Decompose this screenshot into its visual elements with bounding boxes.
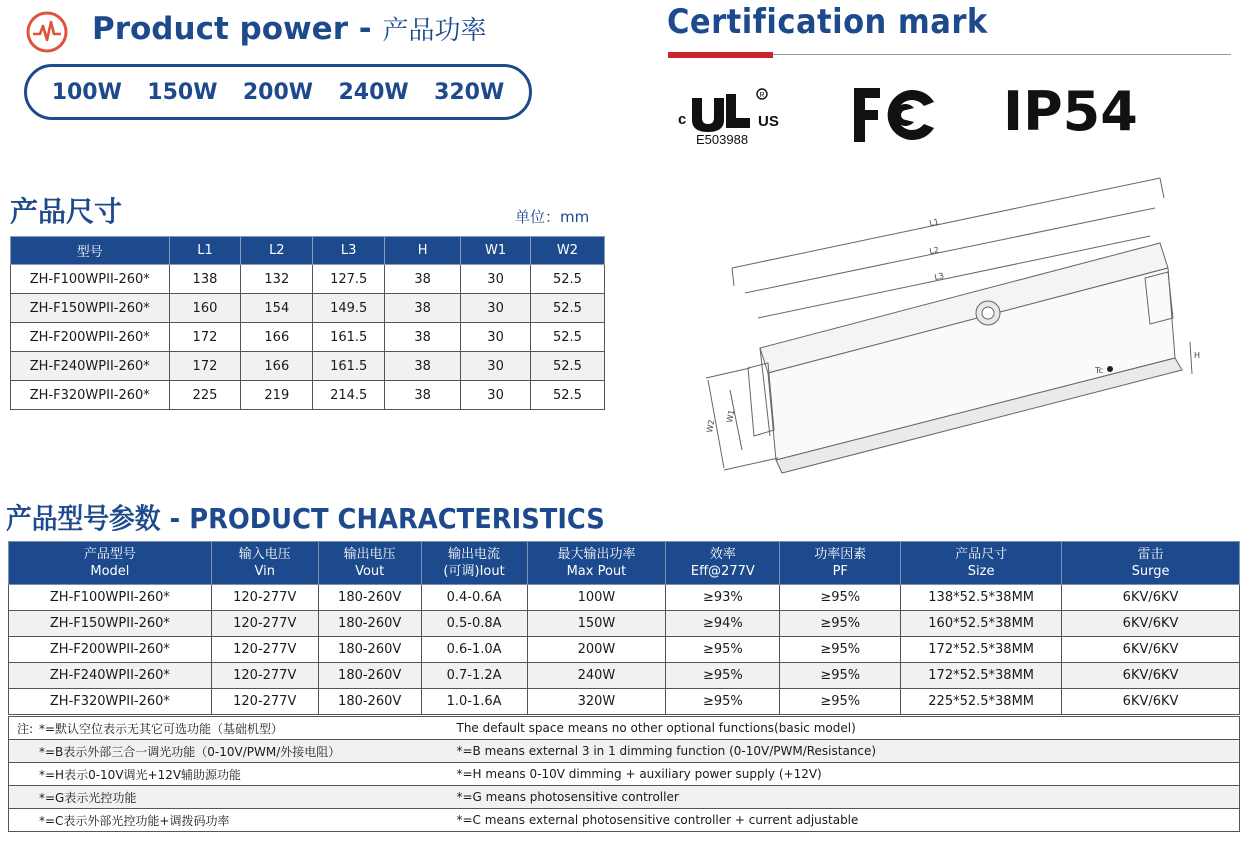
table-row (9, 663, 1240, 689)
table-row (11, 352, 605, 381)
table-cell: 132 (241, 265, 313, 294)
column-header: 型号 (11, 237, 170, 265)
note-zh (9, 809, 449, 832)
table-cell: 180-260V (318, 585, 421, 611)
table-cell: 166 (241, 323, 313, 352)
header-en: PF (832, 564, 848, 579)
notes-table (8, 716, 1240, 832)
table-cell: 30 (461, 381, 531, 410)
product-dimension-drawing (690, 168, 1210, 478)
column-header (318, 542, 421, 585)
note-zh-text: *=G表示光控功能 (39, 790, 137, 805)
note-row (9, 740, 1240, 763)
note-en: *=H means 0-10V dimming + auxiliary power supply (+12V) (449, 763, 1240, 786)
ul-file-number: E503988 (696, 132, 749, 147)
table-cell: 154 (241, 294, 313, 323)
table-row (11, 323, 605, 352)
power-option: 100W (51, 79, 122, 105)
drawing-label-l1: L1 (928, 217, 940, 228)
header-zh: 产品型号 (83, 547, 136, 562)
table-cell: 127.5 (313, 265, 385, 294)
column-header: L2 (241, 237, 313, 265)
table-cell: 0.7-1.2A (421, 663, 527, 689)
table-cell: 160*52.5*38MM (901, 611, 1062, 637)
table-cell: ≥95% (780, 637, 901, 663)
table-cell: 172 (169, 352, 241, 381)
table-header-row (11, 237, 605, 265)
characteristics-title: 产品型号参数 - PRODUCT CHARACTERISTICS (6, 502, 605, 535)
product-power-title-en: Product power (92, 11, 348, 47)
ul-c-label: c (678, 111, 687, 128)
table-cell: ≥95% (780, 611, 901, 637)
note-row (9, 763, 1240, 786)
power-option: 200W (242, 79, 314, 105)
power-options (24, 64, 532, 120)
svg-text:R: R (759, 92, 765, 99)
note-zh (9, 763, 449, 786)
table-cell: 150W (527, 611, 666, 637)
table-cell: 38 (385, 294, 461, 323)
ip-rating: IP54 (1003, 80, 1138, 143)
table-cell: 52.5 (530, 352, 604, 381)
table-cell: ≥93% (666, 585, 780, 611)
certification-title: Certification mark (667, 2, 988, 42)
table-cell: ZH-F200WPII-260* (11, 323, 170, 352)
table-cell: 240W (527, 663, 666, 689)
header-zh: 功率因素 (814, 547, 867, 562)
drawing-label-tc: Tc (1095, 366, 1103, 375)
table-cell: 38 (385, 323, 461, 352)
power-option: 150W (147, 79, 218, 105)
note-en: *=C means external photosensitive controller + current adjustable (449, 809, 1240, 832)
table-row (9, 611, 1240, 637)
accent-bar (668, 52, 773, 58)
table-cell: 6KV/6KV (1062, 663, 1240, 689)
header-zh: 效率 (709, 547, 736, 562)
table-cell: 160 (169, 294, 241, 323)
header-zh: 输入电压 (238, 547, 291, 562)
column-header (666, 542, 780, 585)
column-header (527, 542, 666, 585)
drawing-label-l2: L2 (928, 245, 940, 256)
table-cell: 180-260V (318, 663, 421, 689)
dimensions-unit: 单位：mm (515, 208, 590, 226)
table-cell: 6KV/6KV (1062, 611, 1240, 637)
table-cell: 6KV/6KV (1062, 585, 1240, 611)
table-cell: 30 (461, 352, 531, 381)
fcc-logo (852, 86, 940, 144)
title-separator: - (348, 11, 383, 47)
ul-us-label: US (758, 113, 779, 130)
table-cell: 52.5 (530, 294, 604, 323)
header-zh: 产品尺寸 (955, 547, 1008, 562)
header-en: Size (967, 564, 995, 579)
table-cell: 30 (461, 294, 531, 323)
table-header-row (9, 542, 1240, 585)
table-row (11, 294, 605, 323)
table-cell: 6KV/6KV (1062, 689, 1240, 715)
header-zh: 输出电压 (343, 547, 396, 562)
table-cell: 38 (385, 265, 461, 294)
table-cell: 52.5 (530, 323, 604, 352)
table-cell: ZH-F240WPII-260* (9, 663, 212, 689)
table-cell: 225*52.5*38MM (901, 689, 1062, 715)
column-header (780, 542, 901, 585)
table-cell: 161.5 (313, 352, 385, 381)
table-cell: 138*52.5*38MM (901, 585, 1062, 611)
table-cell: ZH-F240WPII-260* (11, 352, 170, 381)
column-header: L1 (169, 237, 241, 265)
header-en: Vin (254, 564, 275, 579)
table-cell: 180-260V (318, 637, 421, 663)
table-cell: 6KV/6KV (1062, 637, 1240, 663)
table-cell: 38 (385, 352, 461, 381)
note-zh (9, 786, 449, 809)
note-en: The default space means no other optional functions(basic model) (449, 717, 1240, 740)
table-cell: 0.6-1.0A (421, 637, 527, 663)
drawing-label-w1: W1 (725, 408, 737, 424)
table-cell: 214.5 (313, 381, 385, 410)
header-zh: 输出电流 (448, 547, 501, 562)
table-cell: ≥95% (780, 663, 901, 689)
note-prefix: 注: (17, 721, 34, 736)
note-row (9, 717, 1240, 740)
note-zh (9, 740, 449, 763)
drawing-label-w2: W2 (705, 418, 717, 434)
column-header (1062, 542, 1240, 585)
table-cell: 149.5 (313, 294, 385, 323)
header-zh: 雷击 (1137, 547, 1164, 562)
table-row (11, 381, 605, 410)
table-cell: ZH-F100WPII-260* (11, 265, 170, 294)
column-header (9, 542, 212, 585)
table-cell: 166 (241, 352, 313, 381)
note-en: *=G means photosensitive controller (449, 786, 1240, 809)
table-cell: 161.5 (313, 323, 385, 352)
product-power-title-zh: 产品功率 (382, 16, 487, 46)
table-cell: 120-277V (211, 585, 318, 611)
note-zh-text: *=B表示外部三合一调光功能（0-10V/PWM/外接电阻） (39, 744, 341, 759)
table-cell: 172*52.5*38MM (901, 663, 1062, 689)
table-cell: ≥94% (666, 611, 780, 637)
drawing-label-h: H (1194, 351, 1201, 360)
header-en: Vout (355, 564, 385, 579)
table-cell: 38 (385, 381, 461, 410)
header-en: Model (90, 564, 130, 579)
table-cell: 30 (461, 265, 531, 294)
drawing-label-l3: L3 (933, 271, 945, 282)
table-cell: ≥95% (780, 689, 901, 715)
header-en: Surge (1131, 564, 1170, 579)
table-cell: ≥95% (666, 637, 780, 663)
note-row (9, 809, 1240, 832)
ul-certification-logo (676, 84, 788, 148)
note-zh-text: *=默认空位表示无其它可选功能（基础机型） (39, 721, 284, 736)
table-cell: 1.0-1.6A (421, 689, 527, 715)
table-cell: 180-260V (318, 611, 421, 637)
table-cell: ZH-F320WPII-260* (9, 689, 212, 715)
table-cell: 320W (527, 689, 666, 715)
table-cell: ZH-F200WPII-260* (9, 637, 212, 663)
note-zh-text: *=H表示0-10V调光+12V辅助源功能 (39, 767, 242, 782)
header-en: Max Pout (566, 564, 627, 579)
table-row (9, 637, 1240, 663)
table-row (9, 585, 1240, 611)
product-power-title (92, 10, 486, 47)
column-header: L3 (313, 237, 385, 265)
table-cell: 120-277V (211, 637, 318, 663)
table-cell: ≥95% (666, 689, 780, 715)
table-cell: 219 (241, 381, 313, 410)
table-cell: 180-260V (318, 689, 421, 715)
dimensions-title: 产品尺寸 (10, 195, 123, 228)
column-header: W1 (461, 237, 531, 265)
table-cell: 100W (527, 585, 666, 611)
note-en: *=B means external 3 in 1 dimming function (0-10V/PWM/Resistance) (449, 740, 1240, 763)
note-zh-text: *=C表示外部光控功能+调拨码功率 (39, 813, 230, 828)
table-cell: ZH-F150WPII-260* (9, 611, 212, 637)
table-cell: 0.4-0.6A (421, 585, 527, 611)
table-cell: 30 (461, 323, 531, 352)
header-en: (可调)Iout (443, 564, 505, 579)
table-cell: ZH-F150WPII-260* (11, 294, 170, 323)
table-cell: 0.5-0.8A (421, 611, 527, 637)
table-cell: ZH-F320WPII-260* (11, 381, 170, 410)
note-row (9, 786, 1240, 809)
table-cell: ≥95% (666, 663, 780, 689)
table-cell: 120-277V (211, 689, 318, 715)
power-waveform-icon (25, 10, 69, 54)
header-en: Eff@277V (690, 564, 755, 579)
table-cell: 52.5 (530, 381, 604, 410)
table-cell: 172*52.5*38MM (901, 637, 1062, 663)
fcc-text: FC (852, 86, 854, 87)
header-zh: 最大输出功率 (557, 547, 636, 562)
power-option: 240W (338, 79, 409, 105)
table-cell: 138 (169, 265, 241, 294)
table-cell: 225 (169, 381, 241, 410)
column-header (901, 542, 1062, 585)
table-cell: ≥95% (780, 585, 901, 611)
table-cell: 200W (527, 637, 666, 663)
note-zh (9, 717, 449, 740)
table-row (9, 689, 1240, 715)
table-cell: ZH-F100WPII-260* (9, 585, 212, 611)
table-cell: 120-277V (211, 611, 318, 637)
power-option: 320W (434, 79, 505, 105)
column-header: W2 (530, 237, 604, 265)
table-row (11, 265, 605, 294)
table-cell: 172 (169, 323, 241, 352)
dimensions-table (10, 236, 605, 410)
column-header: H (385, 237, 461, 265)
characteristics-table (8, 541, 1240, 715)
table-cell: 52.5 (530, 265, 604, 294)
table-cell: 120-277V (211, 663, 318, 689)
column-header (211, 542, 318, 585)
column-header (421, 542, 527, 585)
